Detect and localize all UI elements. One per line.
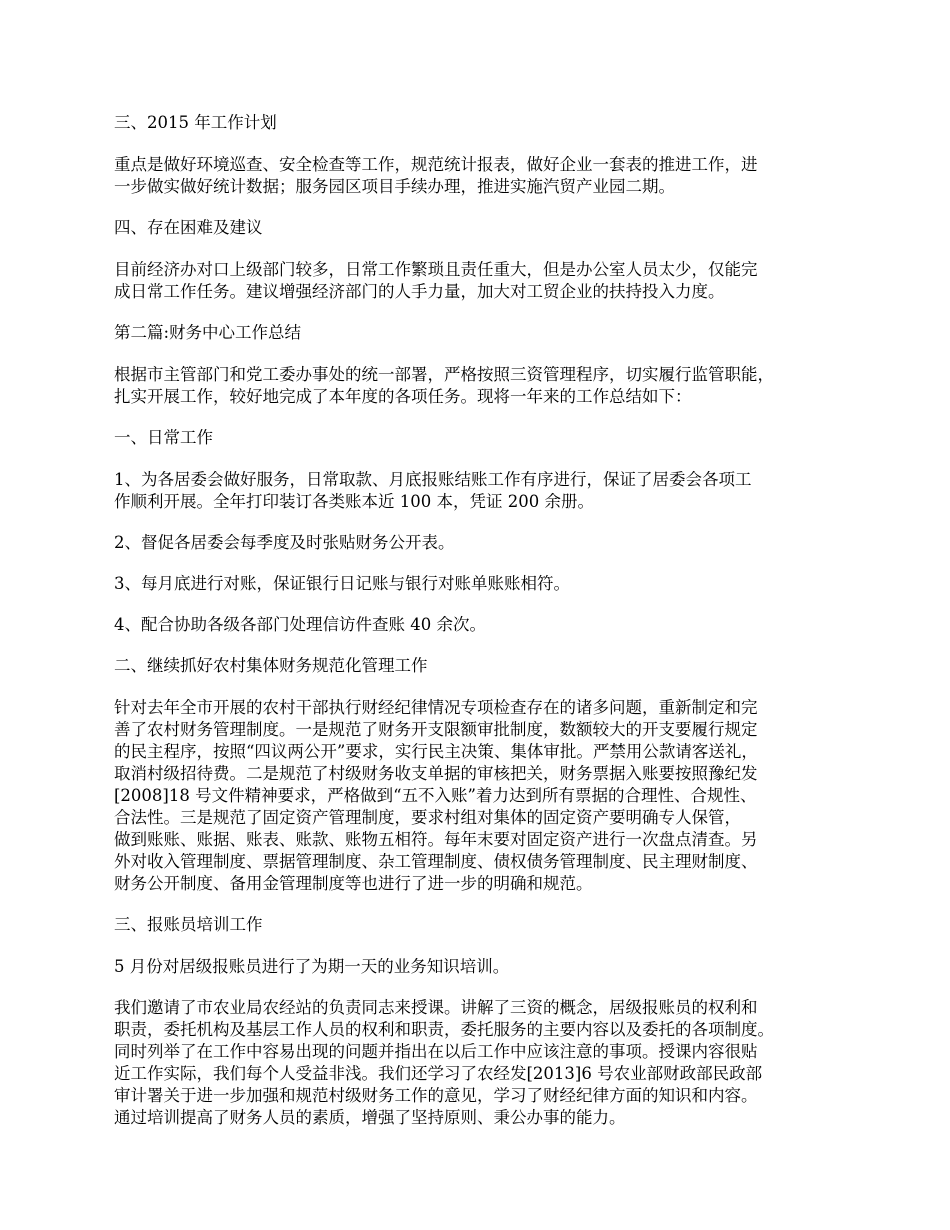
text-line: 同时列举了在工作中容易出现的问题并指出在以后工作中应该注意的事项。授课内容很贴 — [114, 1042, 758, 1061]
text-line: 的民主程序，按照“四议两公开”要求，实行民主决策、集体审批。严禁用公款请客送礼， — [114, 742, 758, 761]
text-line: 一步做实做好统计数据；服务园区项目手续办理，推进实施汽贸产业园二期。 — [114, 177, 675, 196]
text-line: 4、配合协助各级各部门处理信访件查账 40 余次。 — [114, 615, 486, 634]
paragraph — [114, 469, 852, 513]
document-page — [114, 112, 852, 1148]
text-line: 取消村级招待费。二是规范了村级财务收支单据的审核把关，财务票据入账要按照豫纪发 — [114, 764, 758, 783]
text-line: 外对收入管理制度、票据管理制度、杂工管理制度、债权债务管理制度、民主理财制度、 — [114, 852, 758, 871]
text-line: 第二篇:财务中心工作总结 — [114, 323, 302, 342]
text-line: 我们邀请了市农业局农经站的负责同志来授课。讲解了三资的概念，居级报账员的权利和 — [114, 998, 758, 1017]
text-line: 作顺利开展。全年打印装订各类账本近 100 本，凭证 200 余册。 — [114, 492, 594, 511]
text-line: 通过培训提高了财务人员的素质，增强了坚持原则、秉公办事的能力。 — [114, 1108, 626, 1127]
text-line: 目前经济办对口上级部门较多，日常工作繁琐且责任重大，但是办公室人员太少，仅能完 — [114, 260, 758, 279]
paragraph — [114, 573, 852, 595]
text-line: 四、存在困难及建议 — [114, 218, 263, 237]
section-heading — [114, 914, 852, 936]
text-line: 做到账账、账据、账表、账款、账物五相符。每年末要对固定资产进行一次盘点清查。另 — [114, 830, 758, 849]
text-line: [2008]18 号文件精神要求，严格做到“五不入账”着力达到所有票据的合理性、合规性、 — [114, 786, 757, 805]
text-line: 一、日常工作 — [114, 428, 213, 447]
section-heading — [114, 217, 852, 239]
section-heading — [114, 655, 852, 677]
text-line: 财务公开制度、备用金管理制度等也进行了进一步的明确和规范。 — [114, 874, 593, 893]
paragraph — [114, 956, 852, 978]
text-line: 二、继续抓好农村集体财务规范化管理工作 — [114, 656, 428, 675]
section-heading — [114, 112, 852, 134]
text-line: 审计署关于进一步加强和规范村级财务工作的意见，学习了财经纪律方面的知识和内容。 — [114, 1086, 758, 1105]
text-line: 5 月份对居级报账员进行了为期一天的业务知识培训。 — [114, 957, 510, 976]
paragraph — [114, 532, 852, 554]
paragraph — [114, 154, 852, 198]
text-line: 重点是做好环境巡查、安全检查等工作，规范统计报表，做好企业一套表的推进工作，进 — [114, 155, 758, 174]
paragraph — [114, 997, 852, 1129]
text-line: 职责，委托机构及基层工作人员的权利和职责，委托服务的主要内容以及委托的各项制度。 — [114, 1020, 774, 1039]
text-line: 合法性。三是规范了固定资产管理制度，要求村组对集体的固定资产要明确专人保管， — [114, 808, 741, 827]
paragraph — [114, 697, 852, 895]
section-heading — [114, 427, 852, 449]
text-line: 成日常工作任务。建议增强经济部门的人手力量，加大对工贸企业的扶持投入力度。 — [114, 282, 725, 301]
text-line: 三、报账员培训工作 — [114, 915, 263, 934]
text-line: 1、为各居委会做好服务，日常取款、月底报账结账工作有序进行，保证了居委会各项工 — [114, 470, 752, 489]
section-heading — [114, 322, 852, 344]
paragraph — [114, 614, 852, 636]
text-line: 善了农村财务管理制度。一是规范了财务开支限额审批制度，数额较大的开支要履行规定 — [114, 720, 758, 739]
text-line: 三、2015 年工作计划 — [114, 113, 277, 132]
text-line: 3、每月底进行对账，保证银行日记账与银行对账单账账相符。 — [114, 574, 570, 593]
text-line: 针对去年全市开展的农村干部执行财经纪律情况专项检查存在的诸多问题，重新制定和完 — [114, 698, 758, 717]
text-line: 近工作实际，我们每个人受益非浅。我们还学习了农经发[2013]6 号农业部财政部民政部 — [114, 1064, 763, 1083]
text-line: 根据市主管部门和党工委办事处的统一部署，严格按照三资管理程序，切实履行监管职能， — [114, 365, 774, 384]
text-line: 2、督促各居委会每季度及时张贴财务公开表。 — [114, 533, 455, 552]
text-line: 扎实开展工作，较好地完成了本年度的各项任务。现将一年来的工作总结如下： — [114, 387, 692, 406]
paragraph — [114, 259, 852, 303]
paragraph — [114, 364, 852, 408]
